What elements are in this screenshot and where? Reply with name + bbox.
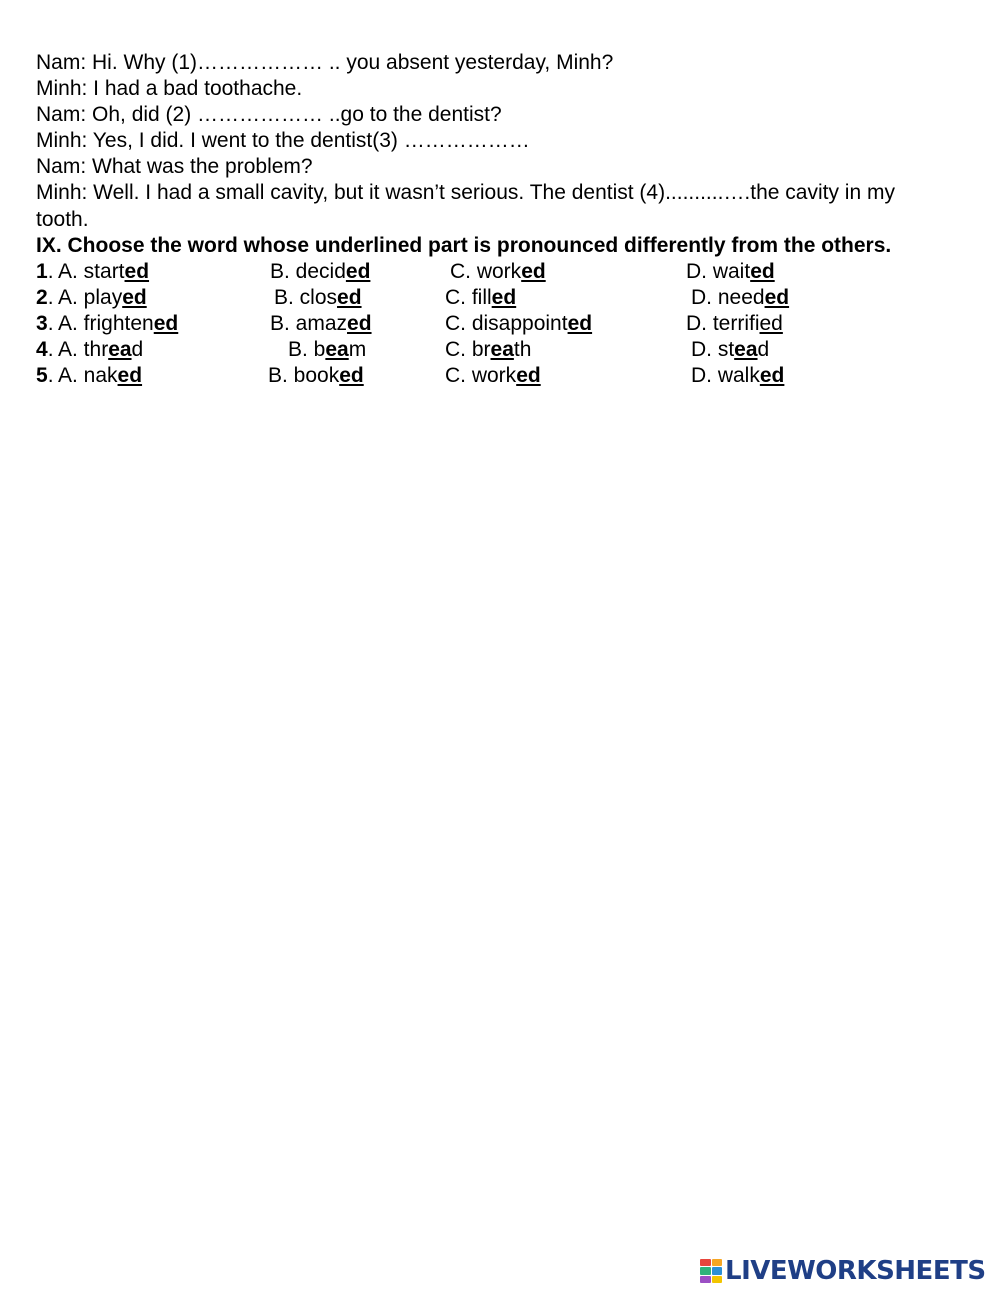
underlined-part: ed (759, 311, 783, 335)
option-text: D. terrifi (686, 311, 760, 335)
option-text: C. work (445, 364, 517, 388)
logo-text: LIVEWORKSHEETS (725, 1256, 986, 1286)
underlined-part: ed (153, 311, 179, 335)
question-number-dot: . (47, 311, 54, 335)
underlined-part: ed (759, 364, 785, 388)
option-text: B. book (268, 364, 340, 388)
answer-option (445, 337, 531, 363)
dialogue-line: Minh: Yes, I did. I went to the dentist(3) ……………… (36, 129, 530, 153)
underlined-part: ed (347, 311, 372, 335)
logo-tile (700, 1267, 711, 1274)
section-heading: IX. Choose the word whose underlined part is pronounced differently from the others. (36, 233, 892, 257)
question-list (36, 259, 976, 389)
question-row (36, 259, 976, 285)
answer-option (268, 363, 364, 389)
question-row (36, 311, 976, 337)
answer-option (686, 259, 775, 285)
answer-option (450, 259, 546, 285)
option-suffix: d (757, 338, 770, 362)
option-text: A. thr (58, 338, 109, 362)
logo-tile (712, 1267, 723, 1274)
option-text: A. play (58, 285, 123, 309)
option-text: A. nak (58, 364, 118, 388)
option-suffix: d (131, 338, 144, 362)
answer-option (270, 259, 370, 285)
option-text: D. st (691, 338, 735, 362)
answer-option (288, 337, 366, 363)
option-text: B. decid (270, 259, 346, 283)
option-text: D. wait (686, 259, 751, 283)
underlined-part: ed (345, 259, 371, 283)
underlined-part: ea (325, 338, 349, 362)
answer-option (58, 363, 142, 389)
logo-mark-icon (700, 1259, 722, 1283)
option-text: A. frighten (58, 311, 154, 335)
answer-option (691, 285, 789, 311)
underlined-part: ed (122, 285, 147, 309)
underlined-part: ed (516, 364, 541, 388)
question-number: 5 (36, 364, 48, 388)
answer-option (274, 285, 362, 311)
question-number-dot: . (47, 338, 54, 362)
dialogue-line: Minh: I had a bad toothache. (36, 77, 303, 101)
question-row (36, 337, 976, 363)
dialogue-line: Nam: Oh, did (2) ……………… ..go to the dentist? (36, 103, 502, 127)
option-text: B. amaz (270, 311, 348, 335)
question-number: 4 (36, 338, 48, 362)
answer-option (58, 337, 143, 363)
question-number-dot: . (47, 364, 54, 388)
liveworksheets-logo (700, 1256, 986, 1286)
dialogue-line: Nam: What was the problem? (36, 155, 313, 179)
option-suffix: m (348, 338, 367, 362)
worksheet (36, 50, 976, 389)
answer-option (691, 363, 784, 389)
underlined-part: ea (734, 338, 758, 362)
option-text: A. start (58, 259, 125, 283)
option-text: D. walk (691, 364, 760, 388)
answer-option (270, 311, 372, 337)
option-text: B. b (288, 338, 326, 362)
option-suffix: th (513, 338, 532, 362)
question-row (36, 363, 976, 389)
underlined-part: ea (108, 338, 132, 362)
option-text: C. fill (445, 285, 492, 309)
underlined-part: ed (750, 259, 775, 283)
answer-option (691, 337, 769, 363)
logo-tile (700, 1276, 711, 1283)
dialogue-line: Nam: Hi. Why (1)……………… .. you absent yesterday, Minh? (36, 51, 614, 74)
underlined-part: ed (117, 364, 143, 388)
logo-tile (700, 1259, 711, 1266)
underlined-part: ed (337, 285, 362, 309)
dialogue-line: Minh: Well. I had a small cavity, but it wasn’t serious. The dentist (4)..........….the cavity in my tooth. (36, 181, 895, 231)
answer-option (445, 285, 516, 311)
underlined-part: ed (124, 259, 150, 283)
answer-option (445, 363, 541, 389)
option-text: C. disappoint (445, 311, 568, 335)
option-text: B. clos (274, 285, 338, 309)
underlined-part: ed (339, 364, 364, 388)
underlined-part: ed (491, 285, 517, 309)
option-text: D. need (691, 285, 765, 309)
logo-tile (712, 1259, 723, 1266)
option-text: C. br (445, 338, 491, 362)
answer-option (58, 285, 147, 311)
underlined-part: ed (521, 259, 546, 283)
question-row (36, 285, 976, 311)
question-number-dot: . (47, 259, 54, 283)
answer-option (58, 259, 149, 285)
underlined-part: ed (567, 311, 593, 335)
answer-option (686, 311, 783, 337)
question-number: 3 (36, 311, 48, 335)
question-number: 2 (36, 285, 48, 309)
logo-tile (712, 1276, 723, 1283)
answer-option (58, 311, 178, 337)
option-text: C. work (450, 259, 522, 283)
question-number: 1 (36, 259, 48, 283)
question-number-dot: . (47, 285, 54, 309)
underlined-part: ea (490, 338, 514, 362)
underlined-part: ed (764, 285, 790, 309)
answer-option (445, 311, 592, 337)
